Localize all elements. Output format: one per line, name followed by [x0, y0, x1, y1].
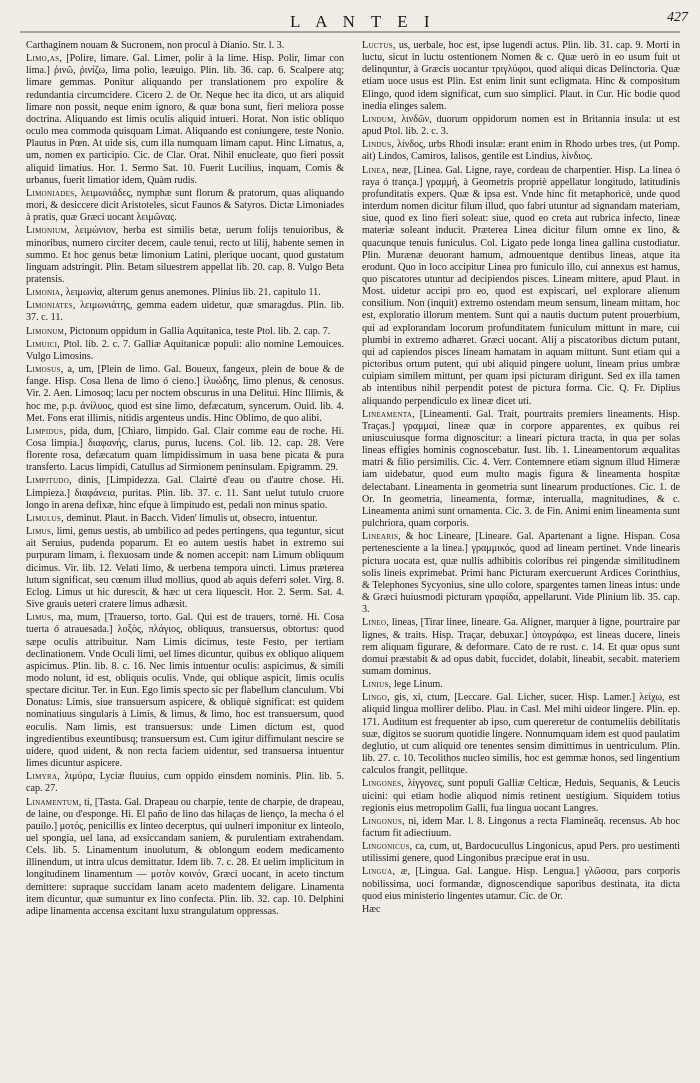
dictionary-entry	[362, 816, 680, 840]
dictionary-entry	[26, 475, 344, 511]
entry-text: deminut. Plaut. in Bacch. Viden' limulis ut, obsecro, intuentur.	[66, 512, 318, 524]
running-head: L A N T E I	[290, 12, 436, 31]
header-rule	[20, 29, 680, 35]
dictionary-entry	[26, 326, 344, 338]
dictionary-entry	[26, 526, 344, 611]
entry-text: [Polire, limare. Gal. Limer, polir à la lime. Hisp. Polir, limar con lima.] ῥινῶ, ῥινίζω, lima polio, leæuigo. Plin. lib. 36. cap. 6. Scalpere atq; limare gemmas. Ponitur aliquando per translationem pro expolire & redundantia circumcidere. Cicero 2. de Or. Neque hec ita dico, ut ars aliquid limare non possit, neque enim ignoro, & quæ bona sunt, fieri meliora posse doctrina. Aliquando est limis oculis aliquid intueri. Horat. Non istic obliquo oculo mea commoda quisquam Limat. Aliquando est coniungere, teste Nonio. Plautus in Pœn. At uide sis, cum illa numquam limam caput. Hinc Limatus, a, um, nomen ex participio. Cic. de Clar. Orat. Nihil enucleate, quo fieri possit aliquid limatius. Hor. 1. Sermo Sat. 10. Fuerit Lucilius, inquam, Comis & urbanus, fuerit limatior idem, Quàm rudis.	[26, 53, 344, 186]
entry-text: ti, [Tasta. Gal. Drapeau ou charpie, tente de charpie, de drapeau, de laine, ou d'esponge. Hi. El paño de lino das hilaças de lienço, la mecha ó el pauilo.] μοτός, penicillis ex linteo decerptus, qui uulneri imponitur ex linteolo, uel spongia, uel lana, ad exsiccandam saniem, & purulentiam extrahendam. Cels. lib. 5. Linamentum inuolutum, & oblongum eodem medicamento illinendum, ut intra ulcus demittatur. Idem lib. 7. c. 28. Et uelim implicitum in longitudinem linamentum — μοτὸν κοινόν, Græci uocant, in aceto tinctum demittere: supraque succidam lanam aceto madentem deligare. Linamenta item dicuntur, quæ sumuntur ex lino confecta. Plin. lib. 32. cap. 10. Delphini adipe linamenta accensa excitant luxu strangulatum oppressas.	[26, 796, 344, 917]
entry-headword: Linearis,	[362, 531, 401, 543]
entry-text: dinis, [Limpidezza. Gal. Clairté d'eau ou d'autre chose. Hi. Limpieza.] διαφάνεια, puritas. Plin. lib. 37. c. 11. Sant uelut tutulo cruore longo in arena defixæ, hinc efque à limpitudo est, pedali non minus spatio.	[26, 475, 344, 511]
dictionary-entry	[26, 40, 344, 52]
entry-headword: Limonia,	[26, 287, 64, 299]
entry-headword: Limoniades,	[26, 187, 78, 199]
entry-headword: Limus,	[26, 612, 54, 624]
left-column	[26, 40, 344, 1070]
entry-headword: Limonium,	[26, 225, 70, 237]
entry-text: λειμωνία, alterum genus anemones. Plinius lib. 21. capitulo 11.	[65, 287, 321, 299]
entry-headword: Linea,	[362, 164, 390, 176]
entry-headword: Lindum,	[362, 113, 397, 125]
entry-headword: Lineamenta,	[362, 408, 416, 420]
dictionary-entry	[362, 841, 680, 865]
page-number: 427	[667, 10, 688, 25]
dictionary-entry	[362, 866, 680, 902]
dictionary-entry	[362, 692, 680, 777]
right-column	[362, 40, 680, 1070]
entry-text: λίγγονες, sunt populi Galliæ Celticæ, Heduis, Sequanis, & Leucis uicini: qui etiam hodie aliquod nimis retinent uestigium. Siquidem totius regionis eius metropolim Galli, fua lingua uocant Langres.	[362, 778, 680, 814]
dictionary-entry	[26, 612, 344, 770]
entry-text: a, um, [Plein de limo. Gal. Boueux, fangeux, plein de boue & de fange. Hisp. Cosa llena de limo ó cieno.] ἰλυώδης, limo plenus, & cenosus. Vir. 2. Aen. Limosoq; lacu per noctem obscurus in una Delitui. Hinc Illimis, & hoc me, p.p. ἀνίλυος, quod est sine limo, defæcatum, syncerum. Ouid. lib. 4. Met. Fons erat illimis, nitidis argenteus undis. Hinc Oblimo, de quo alibi.	[26, 364, 344, 424]
entry-text: λειμωνιάτης, gemma eadem uidetur, quæ smaragdus. Plin. lib. 37. c. 11.	[26, 300, 344, 324]
entry-headword: Linamentum,	[26, 796, 82, 808]
entry-headword: Luctus,	[362, 40, 396, 51]
dictionary-entry	[26, 225, 344, 286]
dictionary-entry	[26, 339, 344, 363]
entry-text: us, uerbale, hoc est, ipse lugendi actus. Plin. lib. 31. cap. 9. Morti in luctu, sicut in luctu ostentionem Nomen & c. Quæ uerò in eo usum fuit ut delinquntur, à Græcis uocantur τριγλύφοι, quod aliqui dicas Delinctoria. Quæ etiam uoce usus est Plin. Est enim linit sunt ecligmata. Hinc & compositum Elingo, quod idem significat, cum suo simplici. Plaut. in Cur. Hic bodie quod inedia elinges salem.	[362, 40, 680, 112]
entry-text: limi, genus uestis, ab umbilico ad pedes pertingens, qua teguntur, sicut ait Seruius, pudenda poparum. Et eo autem uestis habet in extremo sui purpuram limam, i. flexuosam unde & nomen accepit: nam Limum obliquum dicimus. Vir. lib. 12. Velati limo, & uerbena tempora uincti. Limus præterea lutum significat, seu cœnum illud mollius, quod ab aquis deferri solet. Virg. 8. Eclog. Limus ut hic durescit, & hæc ut cera liquescit. Hor. 2. Serm. Sat. 4. Sive grauis ueteri cratere limus adhæsit.	[26, 526, 344, 611]
dictionary-entry	[26, 513, 344, 525]
entry-headword: Lingua,	[362, 866, 396, 878]
entry-text: ni, idem Mar. l. 8. Lingonus a recta Flamineâq. recensus. Ab hoc factum fit adiectiuum.	[362, 815, 680, 839]
entry-headword: Limyra,	[26, 771, 61, 783]
entry-text: λειμώνιον, herba est similis betæ, uerum folijs tenuioribus, & minoribus, numero circiter decem, caule tenui, recto ut lilij, habente semen in summo. Et hoc genus betæ limonium Latini, plerique uocant, quod gustatum linguam adstringit. Plin. Betam siluestrem appellat lib. 20. cap. 8. Vulgo Beta pratensis.	[26, 225, 344, 285]
dictionary-entry	[362, 904, 680, 916]
entry-headword: Lingonicus,	[362, 841, 413, 853]
dictionary-entry	[26, 300, 344, 324]
dictionary-entry	[26, 188, 344, 224]
entry-text: ma, mum, [Trauerso, torto. Gal. Qui est de trauers, torné. Hi. Cosa tuerta ó atrauesada.] λοξὸς, πλάγιος, obliquus, transuersus, obtortus: quod sæpe oculis attribuitur. Nam Limis dicimus, teste Festo, per tertiam declinationem. Vnde Oculi limi, uel limes dicuntur, quibus ex obliquo aliquem aspicimus. Plin. lib. 8. c. 16. Nec limis intuentur oculis: aspicimus, & simili modo nolunt, id est, obliquis oculis. Vnde, qui oblique aspicit, limis oculis spectare dicitur. Ter. in Eun. Ego limis specto sic per flabellum clanculum. Vbi Donatus: Limis, siue transuersum aspicere, & obliquè significat: est quidem nominatiuus singularis à Limis, & limus, & limo, hoc est transuersum, quod eoculis. Nam limis, est transuersus: unde Limen dictum est, quod ingredientibus exeuntibusq; transuersum est. Cum igitur diffimulant nescire se uidere, quod uident, & non recta faciem uidentur, sed transuersa intuentur limes dicuntur aspicere.	[26, 612, 344, 770]
entry-headword: Limulus,	[26, 512, 64, 524]
entry-headword: Limpitudo,	[26, 475, 72, 487]
entry-text: λίνδος, urbs Rhodi insulæ: erant enim in Rhodo urbes tres, (ut Pomp. ait) Lindos, Camiros, Ialisos, gentile est Lindius, λίνδιος.	[362, 139, 680, 163]
dictionary-entry	[362, 165, 680, 408]
dictionary-entry	[362, 679, 680, 691]
dictionary-entry	[362, 778, 680, 814]
entry-headword: Limus,	[26, 526, 54, 538]
dictionary-entry	[26, 364, 344, 425]
entry-text: Ptol. lib. 2. c. 7. Galliæ Aquitanicæ populi: alio nomine Lemouices. Vulgo Limosins.	[26, 338, 344, 362]
entry-text: Pictonum oppidum in Gallia Aquitanica, teste Ptol. lib. 2. cap. 7.	[69, 325, 331, 337]
entry-text: λειμωνιάδες, nymphæ sunt florum & pratorum, quas aliquando mori, & desiccere dicit Aristoteles, sicut Faunos & Satyros. Dictæ Limoniades à pratis, quæ Græci uocant λειμῶνας.	[26, 187, 344, 224]
dictionary-entry	[26, 797, 344, 919]
entry-headword: Limosus,	[26, 364, 64, 376]
entry-text: Carthaginem nouam & Sucronem, non procul à Dianio. Str. l. 3.	[26, 40, 285, 51]
entry-text: [Lineamenti. Gal. Trait, pourtraits premiers lineaments. Hisp. Traças.] γραμμαί, lineæ quæ in corpore apparentes, ex quibus rei uniuscuiusque forma dignoscitur: a lineari pictura tracta, in qua per solas lineas effigies hominis cognoscebatur. Iust. lib. 1. Lineamentorum æqualitas matri & filio persimilis. Cic. 4. Verr. Contemnere etiam signum illud Himeræ iam uidebatur, quod eum multo magis figura & lineamenta hospitæ delectabant. Lineamenta in geometria sunt linearum productiones. Cic. 1. de Or. In geometria, lineamenta, formæ, interualla, magnitudines, & c. Lineamenta animi sunt ornamenta. Cic. 3. de Fin. Animi enim lineamenta sunt pulchriora, quam corporis.	[362, 408, 680, 530]
entry-text: æ, [Lingua. Gal. Langue. Hisp. Lengua.] γλῶσσα, pars corporis nobilissima, uoci formandæ, dignoscendique saporibus destinata, ita dicta quod eius ministerio lingentes utamur. Cic. de Or.	[362, 866, 680, 902]
dictionary-entry	[26, 53, 344, 187]
dictionary-entry	[26, 771, 344, 795]
entry-text: λιμύρα, Lyciæ fluuius, cum oppido einsdem nominis. Plin. lib. 5. cap. 27.	[26, 771, 344, 795]
dictionary-entry	[26, 287, 344, 299]
dictionary-entry	[26, 426, 344, 475]
entry-headword: Limpidus,	[26, 425, 67, 437]
entry-text: pida, dum, [Chiaro, limpido. Gal. Clair comme eau de roche. Hi. Cosa limpia.] διαφανής, clarus, purus, lucens. Col. lib. 12. cap. 28. Vere florente rosa, defæcatum quam limpidissimum in uasa bene picata & pura transferto. Lacus limpidi, Catullus ad Sirmionem peninsulam. Epigramm. 29.	[26, 425, 344, 474]
entry-text: gis, xi, ctum, [Leccare. Gal. Licher, sucer. Hisp. Lamer.] λείχω, est aliquid lingua mollirer delibo. Plau. in Casl. Mel mihi uideor lingere. Plin. ep. 171. Auditum est frequenter ab ipso, cum quereretur de contumeliis debilitatis suæ, digitos se suorum quotidie lingere. Nonnumquam idem est quod paulatim deglutio, ut cum aliquid ore tenentes sensim dimittimus in uentriculum. Plin. lib. 27. c. 10. Tecolithos nucleo similis, hoc est gemmæ honos, sed lingentium calculos frangit, pellitque.	[362, 692, 680, 777]
entry-text: ca, cum, ut, Bardocucullus Lingonicus, apud Pers. pro uestimenti utilissimi genere, quod Lingonibus præcipue erat in usu.	[362, 841, 680, 865]
entry-headword: Lingonus,	[362, 815, 405, 827]
entry-text: neæ, [Linea. Gal. Ligne, raye, cordeau de charpentier. Hisp. La linea ó raya ó trança.] γραμμή, à Geometris propriè appellatur longitudo, latitudinis profunditatis expers. Quæ & ipsa est. Vnde hinc fit metaphoricè, unde quod interdum nomen dicitur filum illud, quo fabri utuntur ad signandam materiam, siue, quod ex lino fieri soleat: siue, quod eo creta aut rubrica infecto, lineæ materiæ soleant inducit. Præterea Linea dicitur filum omne ex lino, & quacunque tenuis funiculus. Col. Ligato pede longa linea gallina custodiatur. Plin. Murænæ deuorant hamum, admouentque dentibus lineas, atque ita erodunt. Quo in loco accipitur Linea pro funiculo illo, cui annexus est hamus, quo piscatores utuntur ad decipiendos pisces. Lineam mittere, apud Plaut. in Most. uidetur accipi pro eo, quod est expiscari, uel explorare alienum consilium. Non (inquit) extremo ostendam meum sensum, lineam mittam, hoc est, exploratio illorum mentem. Sunt qui a nautis ductum putent prouerbium, qui ad explorandam locorum profunditatem funiculum mittunt in mare, cui plumbi in extremo adhæret. Græci uocant. Alij a piscatoribus dictum putant, qui ad capiendos pisces lineam hamatam in aquam mittunt. Sunt etiam qui a pictoribus ortum putent, qui ubi aliquid pingere uolunt, lineam prius umbræ cuipiam similem mittunt, per quam ipsi picturam dirigunt. Sed ex illa tamen ab intentibus nihil perpendit potest de pictura forma. Cic. Q. Fr. Diplius aliquando perpendiculo ex lineæ dicet uti.	[362, 164, 680, 407]
entry-text: lege Linum.	[394, 679, 443, 691]
dictionary-entry	[362, 617, 680, 678]
dictionary-entry	[362, 114, 680, 138]
entry-headword: Lindus,	[362, 139, 395, 151]
entry-headword: Limonum,	[26, 325, 68, 337]
dictionary-entry	[362, 139, 680, 163]
entry-headword: Lineo,	[362, 617, 390, 629]
entry-headword: Linius,	[362, 679, 392, 691]
page-header	[20, 8, 688, 34]
dictionary-entry	[362, 40, 680, 113]
entry-headword: Lingo,	[362, 692, 390, 704]
entry-headword: Lingones,	[362, 778, 405, 790]
entry-headword: Limo,as,	[26, 53, 63, 65]
entry-headword: Limuici,	[26, 338, 61, 350]
entry-text: Hæc	[362, 903, 381, 915]
entry-text: λινδῶν, duorum oppidorum nomen est in Britannia insula: ut est apud Ptol. lib. 2. c. 3.	[362, 113, 680, 138]
dictionary-entry	[362, 409, 680, 531]
entry-text: lineas, [Tirar linee, lineare. Ga. Aligner, marquer à ligne, pourtraire par lignes, & traits. Hisp. Traçar, debuxar.] ὑπογράφω, est lineas ducere, lineis rem aliquam figurare, & deformare. Cato de re rust. c. 14. Et quæ opus sunt domui præstabit & ad opus dabit, fuccidet, dolabit, lineabit, secabit. materiem sumam dominus.	[362, 617, 680, 677]
dictionary-entry	[362, 531, 680, 616]
entry-headword: Limoniates,	[26, 300, 76, 312]
entry-text: & hoc Lineare, [Lineare. Gal. Apartenant a ligne. Hispan. Cosa pertenesciente a la linea.] γραμμικός, quod ad lineam pertinet. Vnde linearis pictura uocata est, quæ nullis adhibitis coloribus rei pingendæ similitudinem solis lineis exprimebat. Primi hanc Picturam exercuerunt Ardices Corinthius, & Telephones Sycyonius, sine ullo colore, spargentes tamen lineas intus: unde & Græci huiusmodi picturam γραφίδα, appellarunt. Vide Plinium lib. 35. cap. 3.	[362, 531, 680, 616]
